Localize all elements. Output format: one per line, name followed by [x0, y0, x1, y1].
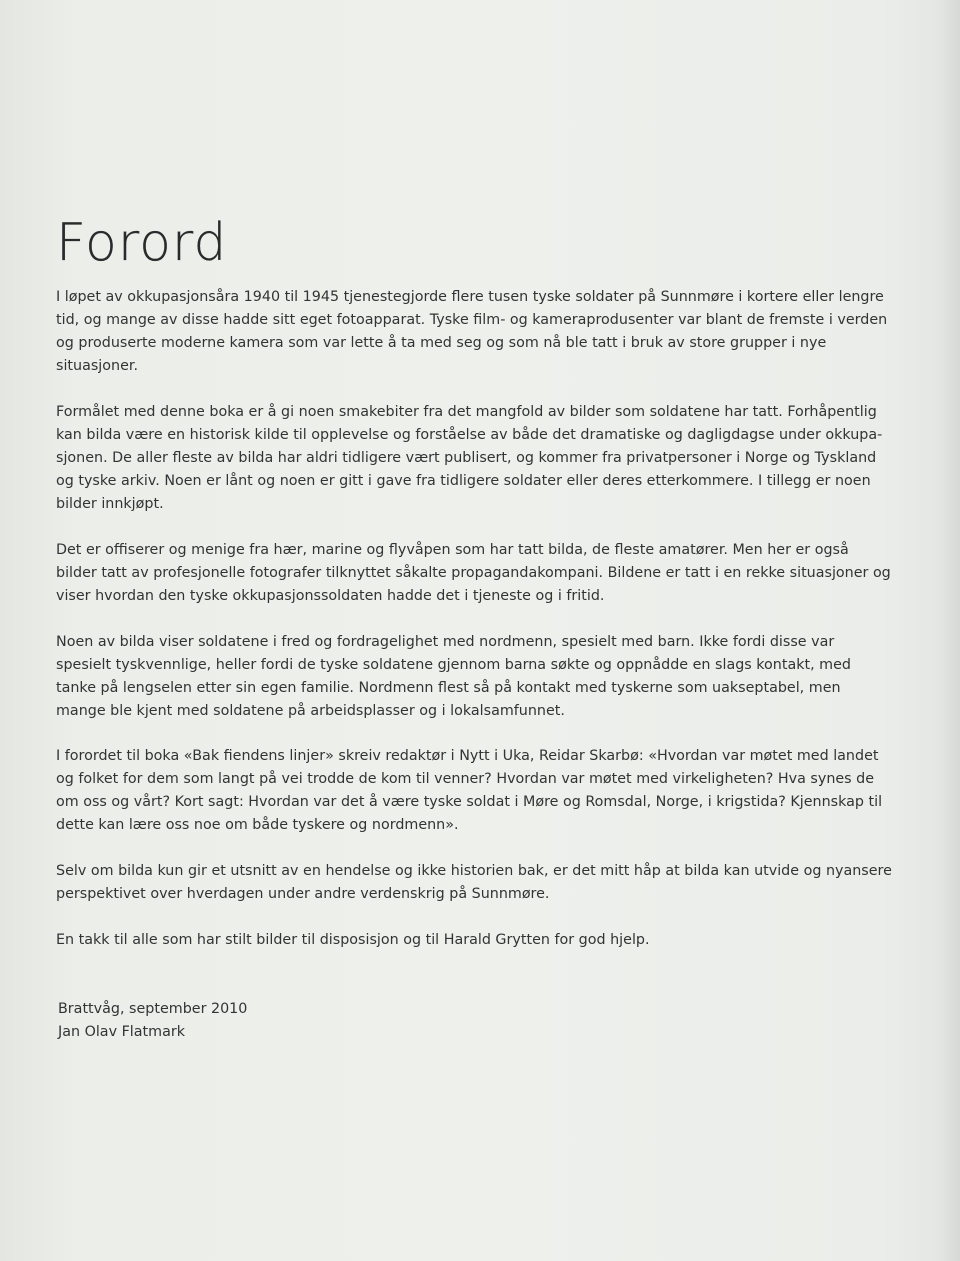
- page-title: Forord: [56, 213, 228, 273]
- paragraph-6: Selv om bilda kun gir et utsnitt av en hendelse og ikke historien bak, er det mitt håp at bilda kan utvide og nyansere perspektivet over hverdagen under andre verdenskrig på Sunnmøre.: [56, 863, 892, 902]
- signature-block: [58, 998, 247, 1044]
- signature-place-date: Brattvåg, september 2010: [58, 1001, 248, 1017]
- paragraph-4: Noen av bilda viser soldatene i fred og fordragelighet med nordmenn, spesielt med barn. Ikke fordi disse var spesielt tyskvennlige, heller fordi de tyske soldatene gjennom barna søkte og oppnådde en slags kontakt, med tanke på lengselen etter sin egen familie. Nordmenn flest så på kontakt med tyskerne som uakseptabel, men mange ble kjent med soldatene på arbeidsplasser og i lokalsamfunnet.: [56, 634, 851, 719]
- paragraph-2: Formålet med denne boka er å gi noen smakebiter fra det mangfold av bilder som soldatene har tatt. Forhåpentlig kan bilda være en historisk kilde til opplevelse og forståelse av både det dramatiske og dagligdagse under okkupa-sjonen. De aller fleste av bilda har aldri tidligere vært publisert, og kommer fra privatpersoner i Norge og Tyskland og tyske arkiv. Noen er lånt og noen er gitt i gave fra tidligere soldater eller deres etterkommere. I tillegg er noen bilder innkjøpt.: [56, 404, 883, 512]
- paragraph-3: Det er offiserer og menige fra hær, marine og flyvåpen som har tatt bilda, de fleste amatører. Men her er også bilder tatt av profesjonelle fotografer tilknyttet såkalte propagandakompani. Bildene er tatt i en rekke situasjoner og viser hvordan den tyske okkupasjonssoldaten hadde det i tjeneste og i fritid.: [56, 542, 891, 604]
- signature-author: Jan Olav Flatmark: [58, 1024, 185, 1040]
- paragraph-7: En takk til alle som har stilt bilder til disposisjon og til Harald Grytten for god hjelp.: [56, 932, 650, 948]
- paragraph-5: I forordet til boka «Bak fiendens linjer» skreiv redaktør i Nytt i Uka, Reidar Skarbø: «Hvordan var møtet med landet og folket for dem som langt på vei trodde de kom til venner? Hvordan var møtet med virkeligheten? Hva synes de om oss og vårt? Kort sagt: Hvordan var det å være tyske soldat i Møre og Romsdal, Norge, i krigstida? Kjennskap til dette kan lære oss noe om både tyskere og nordmenn».: [56, 748, 883, 833]
- paragraph-1: I løpet av okkupasjonsåra 1940 til 1945 tjenestegjorde flere tusen tyske soldater på Sunnmøre i kortere eller lengre tid, og mange av disse hadde sitt eget fotoapparat. Tyske film- og kameraprodusenter var blant de fremste i verden og produserte moderne kamera som var lette å ta med seg og som nå ble tatt i bruk av store grupper i nye situasjoner.: [56, 289, 888, 374]
- page-edge-shadow: [938, 0, 960, 1261]
